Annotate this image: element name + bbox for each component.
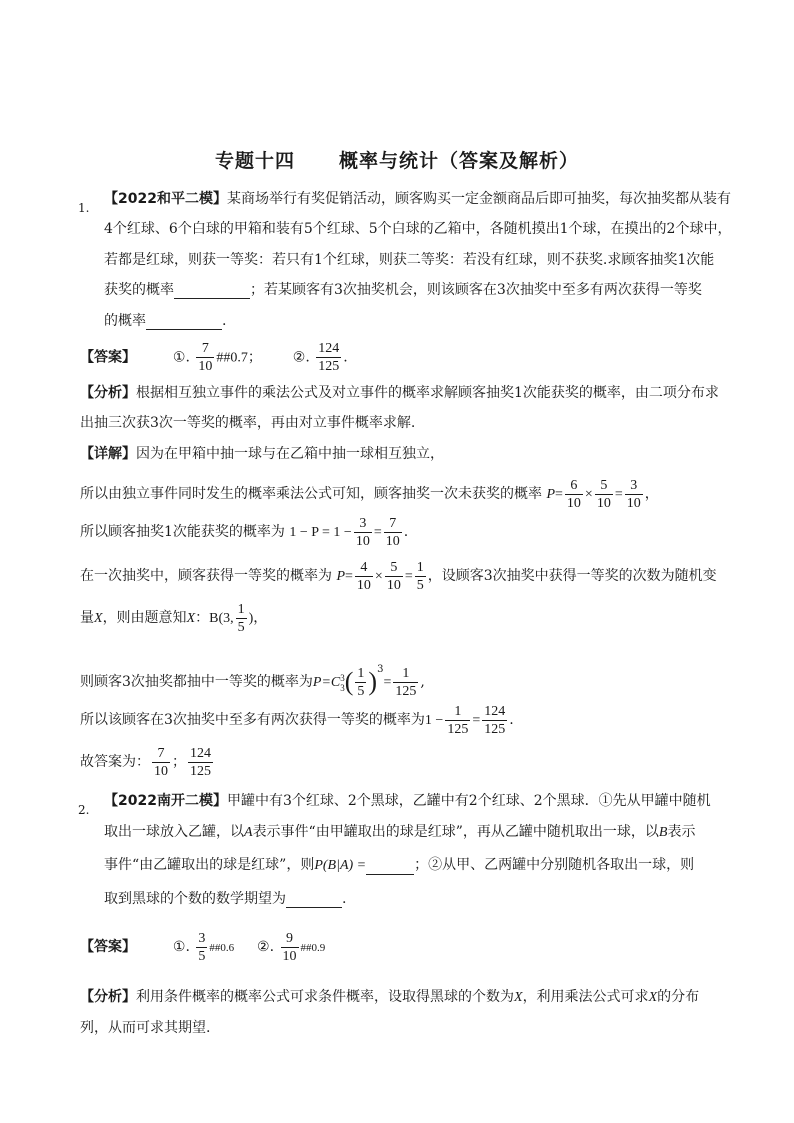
math-var: P	[336, 569, 346, 584]
fraction	[595, 477, 613, 512]
answer-2-mark: ②.	[292, 349, 310, 366]
text-fragment: .	[342, 891, 347, 907]
binomial-expr	[312, 672, 345, 693]
answer-1-mark: ①.	[172, 349, 190, 366]
numerator: 9	[286, 930, 293, 946]
answer-2-alt: ##0.9	[300, 942, 326, 954]
question-1-line-2: 4个红球、6个白球的甲箱和装有5个红球、5个白球的乙箱中，各随机摸出1个球，在摸出的2个球中，	[104, 221, 732, 237]
answer-1-alt: ##0.7；	[216, 350, 262, 366]
denominator: 125	[190, 763, 211, 779]
math-op: =	[555, 487, 563, 502]
text-fragment: ，设顾客3次抽奖中获得一等奖的次数为随机变	[427, 568, 717, 584]
numerator: 3	[198, 930, 206, 946]
fraction	[445, 703, 470, 738]
question-1-line-5	[104, 312, 226, 330]
math-op: =	[383, 675, 392, 690]
math-var: P	[546, 487, 556, 502]
punct: ,	[420, 674, 425, 690]
numerator: 124	[318, 341, 340, 356]
fraction	[565, 477, 583, 512]
question-1-detail-line-1	[80, 445, 444, 463]
fraction	[188, 745, 213, 780]
fraction	[355, 665, 366, 700]
question-2-source-tag: 【2022南开二模】	[104, 793, 227, 809]
math-var: A	[244, 825, 253, 840]
denominator: 125	[447, 721, 469, 737]
analysis-label: 【分析】	[80, 989, 136, 1005]
denominator: 125	[318, 359, 340, 374]
question-2-number: 2.	[78, 803, 90, 817]
text-fragment: 表示	[667, 824, 696, 840]
text-fragment: 量	[80, 610, 94, 626]
numerator: 7	[389, 515, 397, 531]
numerator: 5	[390, 559, 398, 575]
exponent: 3	[377, 664, 384, 675]
numerator: 1	[237, 601, 245, 617]
paren: )	[368, 667, 378, 696]
question-2-line-1	[104, 792, 711, 810]
punct: ，	[644, 486, 659, 502]
paren: (	[344, 667, 354, 696]
denominator: 10	[355, 533, 370, 549]
text-fragment: 故答案为：	[80, 754, 150, 770]
math-op: =	[345, 569, 353, 584]
denominator: 10	[356, 577, 371, 593]
denominator: 125	[484, 721, 506, 737]
math-var: X	[514, 990, 523, 1005]
question-1-source-tag: 【2022和平二模】	[104, 191, 227, 207]
punct: .	[509, 712, 514, 728]
text-fragment: 所以该顾客在3次抽奖中至多有两次获得一等奖的概率为	[80, 712, 425, 728]
answer-blank-1[interactable]	[366, 860, 414, 875]
numerator: 1	[416, 559, 424, 575]
math-var: X	[648, 990, 658, 1005]
math-op: ×	[374, 569, 383, 584]
math-var: X	[186, 611, 196, 626]
question-1-line-3: 若都是红球，则获一等奖：若只有1个红球，则获二等奖：若没有红球，则不获奖.求顾客抽奖1次能	[104, 252, 715, 268]
question-1-analysis-line-2: 出抽三次获3次一等奖的概率，再由对立事件概率求解.	[80, 415, 416, 431]
superscript: 3	[340, 672, 345, 683]
denominator: 10	[198, 359, 213, 374]
math-expr: B(3,	[209, 611, 234, 626]
answer-2-fraction	[281, 930, 299, 965]
punct: .	[403, 524, 409, 540]
text-fragment: 获奖的概率	[104, 282, 174, 298]
text-fragment: 的分布	[657, 989, 700, 1005]
math-op: =	[614, 487, 623, 502]
math-expr: 1 −	[424, 713, 444, 728]
denominator: 5	[357, 683, 365, 699]
question-1-line-1	[104, 190, 731, 208]
detail-final-answer	[80, 744, 215, 780]
answer-blank-1[interactable]	[174, 284, 250, 299]
math-expr: P=C	[312, 675, 341, 690]
text-fragment: 甲罐中有3个红球、2个黑球，乙罐中有2个红球、2个黑球．①先从甲罐中随机	[226, 793, 711, 809]
math-op: ×	[584, 487, 593, 502]
detail-line-4	[80, 558, 717, 595]
question-2-analysis-line-1	[80, 988, 699, 1007]
subscript: 3	[340, 682, 345, 693]
denominator: 125	[395, 683, 417, 699]
denominator: 5	[237, 619, 245, 635]
numerator: 3	[359, 515, 367, 531]
text-fragment: ；若某顾客有3次抽奖机会，则该顾客在3次抽奖中至多有两次获得一等奖	[250, 282, 702, 298]
fraction	[354, 515, 372, 550]
detail-line-3	[80, 514, 408, 551]
punct: ；	[172, 754, 186, 770]
detail-line-5	[80, 600, 267, 637]
punct: ，	[253, 610, 268, 626]
numerator: 124	[484, 703, 506, 719]
numerator: 7	[157, 745, 165, 761]
math-var: B	[658, 825, 668, 840]
question-2-line-4	[104, 890, 346, 908]
denominator: 10	[596, 495, 611, 511]
text-fragment: 的概率	[104, 313, 146, 329]
text-fragment: 取出一球放入乙罐，以	[104, 824, 244, 840]
text-fragment: 所以由独立事件同时发生的概率乘法公式可知，顾客抽奖一次未获奖的概率	[80, 486, 542, 502]
numerator: 6	[570, 477, 578, 493]
math-op: )	[248, 611, 254, 626]
answer-1-fraction	[196, 340, 214, 375]
numerator: 4	[360, 559, 368, 575]
math-expr: 1 − P = 1 −	[289, 525, 352, 540]
title-topic: 专题十四	[214, 150, 295, 172]
detail-line-2	[80, 476, 659, 513]
fraction	[385, 559, 403, 594]
fraction	[393, 665, 418, 700]
text-fragment: 在一次抽奖中，顾客获得一等奖的概率为	[80, 568, 332, 584]
answer-label: 【答案】	[80, 349, 136, 366]
text-fragment: ，利用乘法公式可求	[522, 989, 649, 1005]
fraction	[625, 477, 643, 512]
page-title	[0, 146, 794, 173]
fraction	[384, 515, 402, 550]
math-expr: P(B|A) =	[314, 858, 367, 873]
punct: .	[343, 349, 348, 366]
detail-label: 【详解】	[80, 446, 136, 462]
answer-2-mark: ②.	[257, 939, 275, 955]
fraction	[236, 601, 247, 636]
denominator: 10	[385, 533, 400, 549]
math-op: =	[472, 713, 481, 728]
question-1-number: 1.	[78, 201, 90, 215]
question-2-answer	[80, 928, 325, 967]
denominator: 10	[154, 763, 168, 779]
numerator: 7	[201, 341, 209, 356]
text-fragment: 因为在甲箱中抽一球与在乙箱中抽一球相互独立，	[136, 446, 444, 462]
question-2-analysis-line-2: 列，从而可求其期望.	[80, 1020, 211, 1036]
math-op: =	[373, 525, 382, 540]
text-fragment: 取到黑球的个数的数学期望为	[104, 891, 286, 907]
question-1-text: 某商场举行有奖促销活动，顾客购买一定金额商品后即可抽奖，每次抽奖都从装有	[226, 191, 731, 207]
answer-blank-2[interactable]	[286, 893, 342, 908]
numerator: 124	[190, 745, 211, 761]
fraction	[152, 745, 170, 780]
punct: ：	[195, 610, 210, 626]
denominator: 10	[386, 577, 401, 593]
numerator: 1	[402, 665, 410, 681]
text-fragment: 所以顾客抽奖1次能获奖的概率为	[80, 524, 285, 540]
denominator: 10	[626, 495, 641, 511]
text-fragment: 根据相互独立事件的乘法公式及对立事件的概率求解顾客抽奖1次能获奖的概率，由二项分布求	[136, 385, 719, 401]
question-2-line-2	[104, 823, 695, 842]
answer-1-alt: ##0.6	[209, 942, 235, 954]
fraction	[355, 559, 373, 594]
numerator: 1	[454, 703, 462, 719]
question-1-line-4	[104, 281, 702, 299]
title-subject: 概率与统计（答案及解析）	[339, 150, 580, 172]
answer-1-mark: ①.	[172, 939, 190, 955]
detail-line-7	[80, 702, 514, 739]
math-var: X	[94, 611, 103, 626]
fraction	[415, 559, 426, 594]
question-1-answer	[80, 340, 348, 376]
math-op: =	[404, 569, 413, 584]
analysis-label: 【分析】	[80, 385, 136, 401]
numerator: 1	[357, 665, 365, 681]
question-1-analysis-line-1	[80, 384, 719, 402]
answer-blank-2[interactable]	[146, 315, 222, 330]
text-fragment: 则顾客3次抽奖都抽中一等奖的概率为	[80, 674, 313, 690]
numerator: 3	[630, 477, 638, 493]
answer-label: 【答案】	[80, 939, 136, 955]
fraction	[482, 703, 507, 738]
denominator: 5	[198, 948, 206, 964]
text-fragment: .	[222, 313, 227, 329]
text-fragment: 利用条件概率的概率公式可求条件概率，设取得黑球的个数为	[136, 989, 514, 1005]
numerator: 5	[600, 477, 608, 493]
text-fragment: ；②从甲、乙两罐中分别随机各取出一球，则	[414, 857, 695, 873]
denominator: 10	[566, 495, 581, 511]
text-fragment: 表示事件“由甲罐取出的球是红球”，再从乙罐中随机取出一球，以	[252, 824, 659, 840]
answer-2-fraction	[316, 340, 341, 375]
denominator: 5	[416, 577, 424, 593]
text-fragment: 事件“由乙罐取出的球是红球”，则	[104, 857, 315, 873]
question-2-line-3	[104, 856, 694, 875]
denominator: 10	[282, 948, 297, 964]
answer-1-fraction	[196, 930, 207, 965]
detail-line-6	[80, 648, 425, 705]
text-fragment: ，则由题意知	[102, 610, 187, 626]
